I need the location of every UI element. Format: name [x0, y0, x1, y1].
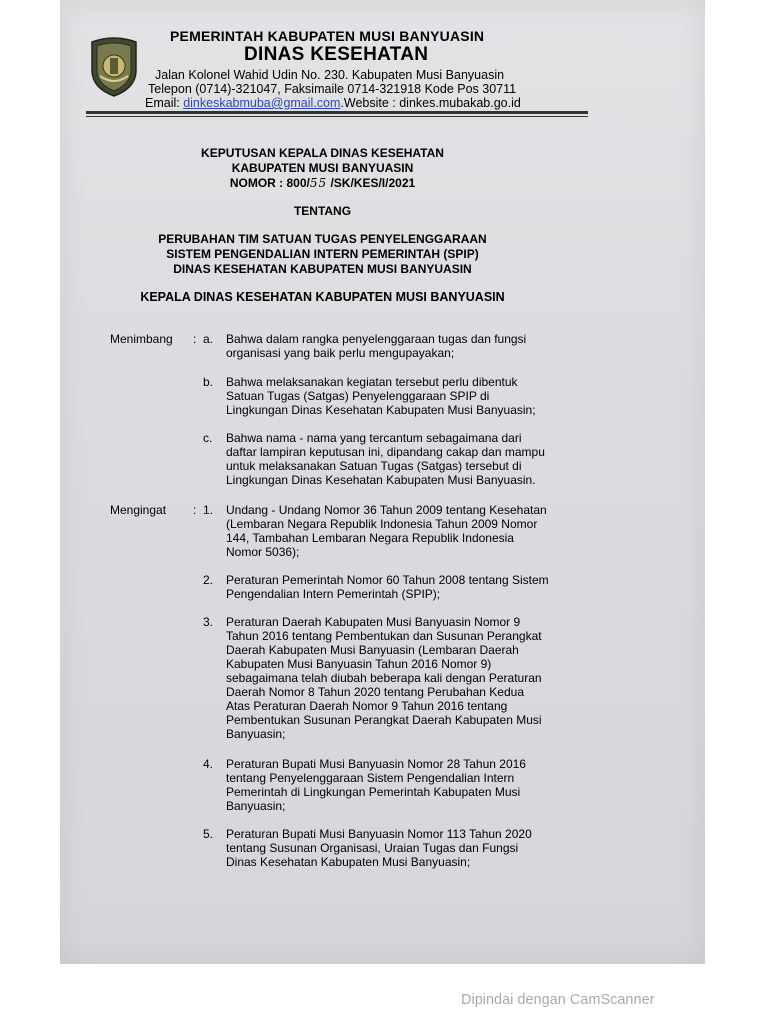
email-link[interactable]: dinkeskabmuba@gmail.com	[183, 96, 341, 110]
menimbang-marker: b.	[203, 375, 214, 389]
text-line: Pembentukan Susunan Perangkat Daerah Kabupaten Musi	[226, 713, 542, 727]
decree-title-regency: KABUPATEN MUSI BANYUASIN	[231, 161, 414, 175]
letterhead-rule-thick	[86, 111, 588, 114]
letterhead-contact	[145, 96, 521, 110]
mengingat-marker: 1.	[203, 503, 214, 517]
decree-number-suffix: /SK/KES/I/2021	[327, 176, 416, 190]
mengingat-marker: 4.	[203, 757, 214, 771]
mengingat-item-2	[226, 573, 574, 601]
text-line: Banyuasin;	[226, 727, 286, 741]
letterhead-phone: Telepon (0714)-321047, Faksimaile 0714-321918 Kode Pos 30711	[148, 82, 517, 96]
tentang-heading: TENTANG	[293, 204, 352, 218]
text-line: Pengendalian Intern Pemerintah (SPIP);	[226, 587, 441, 601]
text-line: Peraturan Bupati Musi Banyuasin Nomor 28 Tahun 2016	[226, 757, 526, 771]
text-line: Pemerintah di Lingkungan Pemerintah Kabupaten Musi	[226, 785, 521, 799]
text-line: Lingkungan Dinas Kesehatan Kabupaten Musi Banyuasin.	[226, 473, 536, 487]
subject-line-1: PERUBAHAN TIM SATUAN TUGAS PENYELENGGARAAN	[158, 232, 487, 246]
text-line: Kabupaten Musi Banyuasin Tahun 2016 Nomor 9)	[226, 657, 492, 671]
mengingat-label: Mengingat	[110, 503, 167, 517]
text-line: Daerah Nomor 8 Tahun 2020 tentang Perubahan Kedua	[226, 685, 525, 699]
text-line: tentang Penyelenggaraan Sistem Pengendalian Intern	[226, 771, 515, 785]
decree-title: KEPUTUSAN KEPALA DINAS KESEHATAN	[201, 146, 444, 160]
menimbang-colon: :	[193, 332, 197, 346]
text-line: Atas Peraturan Daerah Nomor 9 Tahun 2016 tentang	[226, 699, 508, 713]
mengingat-colon: :	[193, 503, 197, 517]
menimbang-marker: a.	[203, 332, 214, 346]
text-line: sebagaimana telah diubah beberapa kali dengan Peraturan	[226, 671, 542, 685]
letterhead-government: PEMERINTAH KABUPATEN MUSI BANYUASIN	[170, 28, 485, 44]
mengingat-item-3	[226, 615, 574, 741]
menimbang-item-b	[226, 375, 574, 417]
issuer-heading: KEPALA DINAS KESEHATAN KABUPATEN MUSI BANYUASIN	[140, 290, 505, 304]
text-line: Peraturan Pemerintah Nomor 60 Tahun 2008 tentang Sistem	[226, 573, 549, 587]
text-line: Bahwa nama - nama yang tercantum sebagaimana dari	[226, 431, 522, 445]
email-prefix: Email:	[145, 96, 184, 110]
text-line: Peraturan Daerah Kabupaten Musi Banyuasin Nomor 9	[226, 615, 521, 629]
text-line: Peraturan Bupati Musi Banyuasin Nomor 113 Tahun 2020	[226, 827, 532, 841]
text-line: Nomor 5036);	[226, 545, 300, 559]
menimbang-marker: c.	[203, 431, 213, 445]
mengingat-marker: 3.	[203, 615, 214, 629]
menimbang-item-c	[226, 431, 574, 487]
camscanner-watermark: Dipindai dengan CamScanner	[461, 992, 655, 1008]
text-line: Tahun 2016 tentang Pembentukan dan Susunan Perangkat	[226, 629, 542, 643]
menimbang-item-a	[226, 332, 574, 360]
text-line: organisasi yang baik perlu mengupayakan;	[226, 346, 455, 360]
text-line: Dinas Kesehatan Kabupaten Musi Banyuasin;	[226, 855, 471, 869]
text-line: Bahwa dalam rangka penyelenggaraan tugas dan fungsi	[226, 332, 527, 346]
regency-emblem-icon	[88, 36, 140, 98]
text-line: untuk melaksanakan Satuan Tugas (Satgas) tersebut di	[226, 459, 522, 473]
mengingat-marker: 5.	[203, 827, 214, 841]
subject-line-2: SISTEM PENGENDALIAN INTERN PEMERINTAH (SPIP)	[166, 247, 479, 261]
text-line: Daerah Kabupaten Musi Banyuasin (Lembaran Daerah	[226, 643, 519, 657]
decree-number-prefix: NOMOR : 800/	[229, 176, 310, 190]
mengingat-item-4	[226, 757, 574, 813]
letterhead-agency: DINAS KESEHATAN	[244, 44, 429, 65]
letterhead-address: Jalan Kolonel Wahid Udin No. 230. Kabupaten Musi Banyuasin	[155, 68, 505, 82]
text-line: Undang - Undang Nomor 36 Tahun 2009 tentang Kesehatan	[226, 503, 547, 517]
text-line: (Lembaran Negara Republik Indonesia Tahun 2009 Nomor	[226, 517, 538, 531]
text-line: tentang Susunan Organisasi, Uraian Tugas dan Fungsi	[226, 841, 519, 855]
letterhead-rule-thin	[86, 116, 588, 117]
text-line: daftar lampiran keputusan ini, dipandang cakap dan mampu	[226, 445, 545, 459]
decree-number	[60, 176, 585, 190]
text-line: Bahwa melaksanakan kegiatan tersebut perlu dibentuk	[226, 375, 518, 389]
decree-number-handwritten: 55	[309, 176, 328, 190]
mengingat-item-5	[226, 827, 574, 869]
mengingat-marker: 2.	[203, 573, 214, 587]
text-line: Banyuasin;	[226, 799, 286, 813]
text-line: 144, Tambahan Lembaran Negara Republik Indonesia	[226, 531, 514, 545]
menimbang-label: Menimbang	[110, 332, 173, 346]
text-line: Lingkungan Dinas Kesehatan Kabupaten Musi Banyuasin;	[226, 403, 536, 417]
mengingat-item-1	[226, 503, 574, 559]
text-line: Satuan Tugas (Satgas) Penyelenggaraan SPIP di	[226, 389, 490, 403]
website-text: .Website : dinkes.mubakab.go.id	[340, 96, 521, 110]
subject-line-3: DINAS KESEHATAN KABUPATEN MUSI BANYUASIN	[173, 262, 472, 276]
